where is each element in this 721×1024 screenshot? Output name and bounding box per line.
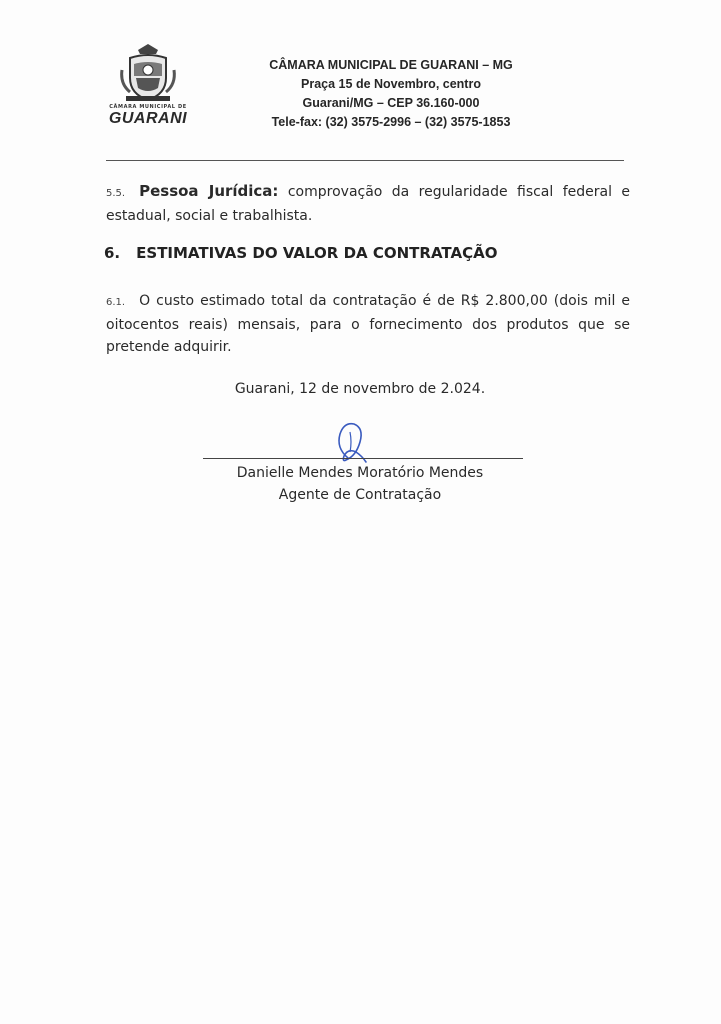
letterhead [232,56,550,132]
place-date: Guarani, 12 de novembro de 2.024. [234,381,486,397]
municipal-logo [100,40,196,132]
item-6-1-text: O custo estimado total da contratação é de R$ 2.800,00 (dois mil e oitocentos reais) mensais, para o fornecimento dos produtos que se pretende adquirir. [106,293,630,355]
section-6-number: 6. [104,244,121,262]
letterhead-phone: Tele-fax: (32) 3575-2996 – (32) 3575-1853 [271,115,511,129]
section-6-title: ESTIMATIVAS DO VALOR DA CONTRATAÇÃO [136,244,498,262]
header-divider [106,160,624,161]
item-5-5-number: 5.5. [106,188,126,199]
item-6-1-number: 6.1. [106,297,126,308]
signer-name: Danielle Mendes Moratório Mendes [236,465,484,481]
logo-caption-small: CÂMARA MUNICIPAL DE [109,104,187,110]
letterhead-city-cep: Guarani/MG – CEP 36.160-000 [302,96,480,110]
signer-role: Agente de Contratação [278,487,442,503]
signature-line [203,458,523,459]
item-6-1 [106,290,630,358]
logo-caption-guarani: GUARANI [108,110,188,127]
letterhead-address: Praça 15 de Novembro, centro [301,77,481,91]
item-5-5-text: comprovação da regularidade fiscal federal e estadual, social e trabalhista. [106,184,630,224]
item-5-5-term: Pessoa Jurídica: [139,182,279,200]
coat-of-arms-icon [118,40,178,104]
letterhead-institution: CÂMARA MUNICIPAL DE GUARANI – MG [269,58,513,72]
item-5-5 [106,180,630,227]
section-6-heading [104,244,497,262]
